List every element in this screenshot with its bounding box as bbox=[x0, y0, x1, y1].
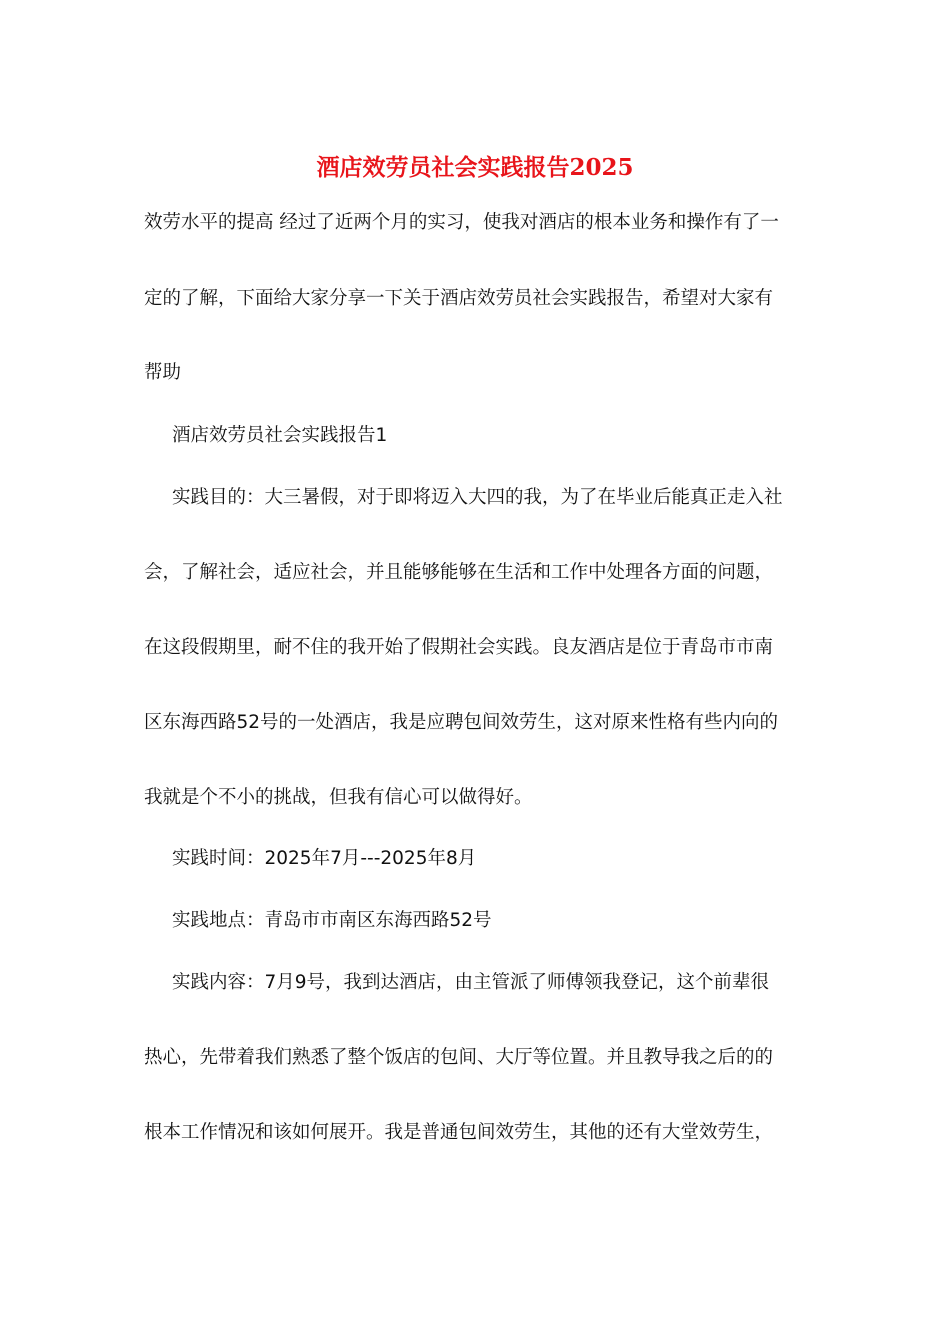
body-line-14: 根本工作情况和该如何展开。我是普通包间效劳生，其他的还有大堂效劳生， bbox=[144, 1122, 774, 1143]
body-line-8: 区东海西路52号的一处酒店，我是应聘包间效劳生，这对原来性格有些内向的 bbox=[144, 712, 779, 733]
body-line-7: 在这段假期里，耐不住的我开始了假期社会实践。良友酒店是位于青岛市市南 bbox=[144, 637, 774, 658]
section-heading: 酒店效劳员社会实践报告1 bbox=[172, 425, 388, 446]
body-line-1: 效劳水平的提高 经过了近两个月的实习，使我对酒店的根本业务和操作有了一 bbox=[144, 212, 779, 233]
document-title: 酒店效劳员社会实践报告2025 bbox=[316, 154, 634, 181]
body-line-3: 帮助 bbox=[144, 362, 182, 383]
body-line-6: 会，了解社会，适应社会，并且能够能够在生活和工作中处理各方面的问题， bbox=[144, 562, 774, 583]
body-line-5: 实践目的：大三暑假，对于即将迈入大四的我，为了在毕业后能真正走入社 bbox=[172, 487, 783, 508]
body-line-9: 我就是个不小的挑战，但我有信心可以做得好。 bbox=[144, 787, 533, 808]
practice-time: 实践时间：2025年7月---2025年8月 bbox=[172, 848, 477, 869]
body-line-13: 热心，先带着我们熟悉了整个饭店的包间、大厅等位置。并且教导我之后的的 bbox=[144, 1047, 774, 1068]
body-line-2: 定的了解，下面给大家分享一下关于酒店效劳员社会实践报告，希望对大家有 bbox=[144, 288, 774, 309]
body-line-12: 实践内容：7月9号，我到达酒店，由主管派了师傅领我登记，这个前辈很 bbox=[172, 972, 770, 993]
practice-location: 实践地点：青岛市市南区东海西路52号 bbox=[172, 910, 492, 931]
